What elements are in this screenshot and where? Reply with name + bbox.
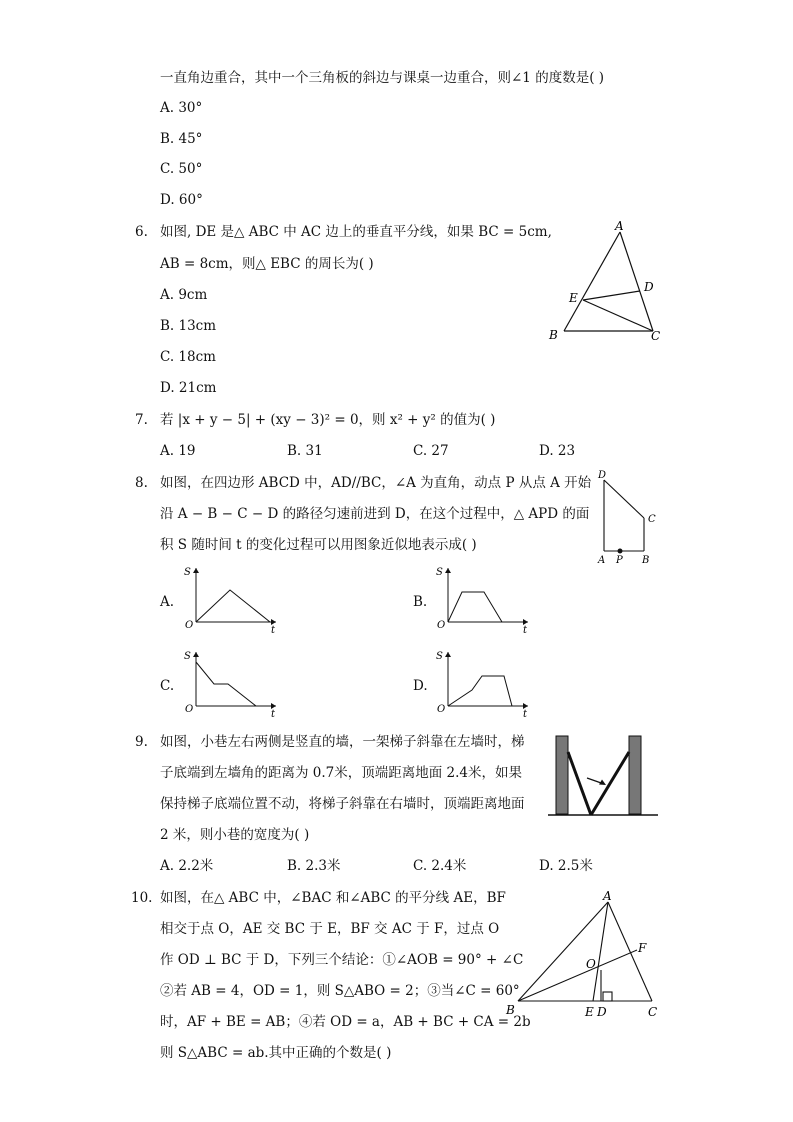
q8-graph-d[interactable] xyxy=(432,646,532,720)
q8-graph-d-o: O xyxy=(437,704,446,715)
q10-label-b: B xyxy=(506,1003,515,1017)
q10-stem-line3: 作 OD ⊥ BC 于 D，下列三个结论：①∠AOB = 90° + ∠C xyxy=(160,952,524,968)
q7-number: 7. xyxy=(135,412,148,428)
q8-graph-a-s: S xyxy=(184,567,191,578)
q6-triangle-figure xyxy=(540,218,670,348)
q8-option-a-letter[interactable]: A. xyxy=(160,594,175,610)
q8-graph-b-o: O xyxy=(437,620,446,631)
q6-label-b: B xyxy=(549,328,558,342)
q10-stem-line6: 则 S△ABC = ab.其中正确的个数是( ) xyxy=(160,1045,392,1061)
q8-stem-line3: 积 S 随时间 t 的变化过程可以用图象近似地表示成( ) xyxy=(160,537,477,553)
q8-point-p xyxy=(618,549,623,554)
q6-stem-line2: AB = 8cm，则△ EBC 的周长为( ) xyxy=(160,256,374,272)
q6-number: 6. xyxy=(135,224,148,240)
q8-graph-b[interactable] xyxy=(432,562,532,636)
q6-option-b[interactable]: B. 13cm xyxy=(160,318,217,334)
q9-ladder-left xyxy=(568,752,591,815)
q8-label-b: B xyxy=(642,555,650,566)
q9-option-b[interactable]: B. 2.3米 xyxy=(287,858,341,874)
q5-option-c[interactable]: C. 50° xyxy=(160,161,203,177)
q9-number: 9. xyxy=(135,734,148,750)
q8-graph-b-t: t xyxy=(523,625,528,636)
q9-stem-line2: 子底端到左墙角的距离为 0.7米，顶端距离地面 2.4米，如果 xyxy=(160,765,523,781)
q10-number: 10. xyxy=(131,890,153,906)
q6-stem-line1: 如图, DE 是△ ABC 中 AC 边上的垂直平分线，如果 BC = 5cm, xyxy=(160,224,552,240)
q8-label-c: C xyxy=(648,514,656,525)
q8-graph-b-s: S xyxy=(436,567,443,578)
q10-label-d: D xyxy=(597,1005,607,1019)
q6-label-c: C xyxy=(651,329,661,343)
q10-label-o: O xyxy=(586,957,596,971)
q9-stem-line3: 保持梯子底端位置不动，将梯子斜靠在右墙时，顶端距离地面 xyxy=(160,796,525,812)
q5-option-a[interactable]: A. 30° xyxy=(160,100,203,116)
q8-option-b-letter[interactable]: B. xyxy=(413,594,428,610)
q9-option-c[interactable]: C. 2.4米 xyxy=(413,858,467,874)
q8-option-c-letter[interactable]: C. xyxy=(160,678,175,694)
q9-stem-line1: 如图，小巷左右两侧是竖直的墙，一架梯子斜靠在左墙时，梯 xyxy=(160,734,525,750)
q10-label-e: E xyxy=(585,1005,594,1019)
q6-label-d: D xyxy=(644,280,654,294)
q10-stem-line2: 相交于点 O，AE 交 BC 于 E，BF 交 AC 于 F，过点 O xyxy=(160,921,500,937)
q7-stem: 若 |x + y − 5| + (xy − 3)² = 0，则 x² + y² 的值为( ) xyxy=(160,412,496,428)
q5-stem-tail: 一直角边重合，其中一个三角板的斜边与课桌一边重合，则∠1 的度数是( ) xyxy=(160,70,605,86)
q10-stem-line5: 时，AF + BE = AB；④若 OD = a，AB + BC + CA = 2b xyxy=(160,1014,531,1030)
q9-ladder-right xyxy=(591,752,629,815)
q8-graph-a-o: O xyxy=(185,620,194,631)
q8-graph-c-t: t xyxy=(271,709,276,720)
q8-option-d-letter[interactable]: D. xyxy=(413,678,428,694)
q8-graph-a[interactable] xyxy=(180,562,280,636)
q9-option-d[interactable]: D. 2.5米 xyxy=(539,858,593,874)
q9-stem-line4: 2 米，则小巷的宽度为( ) xyxy=(160,827,310,843)
q8-number: 8. xyxy=(135,475,148,491)
q6-option-a[interactable]: A. 9cm xyxy=(160,287,208,303)
q8-label-p: P xyxy=(616,555,623,566)
q8-stem-line2: 沿 A − B − C − D 的路径匀速前进到 D，在这个过程中，△ APD 的面 xyxy=(160,506,590,522)
q10-label-f: F xyxy=(638,941,647,955)
q8-graph-d-s: S xyxy=(436,651,443,662)
q7-option-b[interactable]: B. 31 xyxy=(287,443,323,459)
q6-option-c[interactable]: C. 18cm xyxy=(160,349,216,365)
q5-option-b[interactable]: B. 45° xyxy=(160,131,203,147)
q6-label-a: A xyxy=(615,219,624,233)
q10-triangle-figure xyxy=(500,888,670,1023)
q9-left-wall xyxy=(556,736,568,814)
q7-option-d[interactable]: D. 23 xyxy=(539,443,576,459)
q9-ladder-figure xyxy=(546,730,660,824)
q8-graph-c-o: O xyxy=(185,704,194,715)
q9-option-a[interactable]: A. 2.2米 xyxy=(160,858,214,874)
q8-graph-a-t: t xyxy=(271,625,276,636)
q10-label-a: A xyxy=(603,889,612,903)
q8-graph-c[interactable] xyxy=(180,646,280,720)
q8-stem-line1: 如图，在四边形 ABCD 中，AD//BC，∠A 为直角，动点 P 从点 A 开始 xyxy=(160,475,592,491)
q7-option-a[interactable]: A. 19 xyxy=(160,443,196,459)
q5-option-d[interactable]: D. 60° xyxy=(160,192,203,208)
q8-label-d: D xyxy=(598,470,607,481)
q8-graph-c-s: S xyxy=(184,651,191,662)
q6-option-d[interactable]: D. 21cm xyxy=(160,380,217,396)
q10-stem-line4: ②若 AB = 4，OD = 1，则 S△ABO = 2；③当∠C = 60° xyxy=(160,983,520,999)
q10-label-c: C xyxy=(648,1005,658,1019)
arrow-right-icon xyxy=(587,778,606,785)
q8-label-a: A xyxy=(598,555,606,566)
q6-label-e: E xyxy=(569,291,578,305)
q7-option-c[interactable]: C. 27 xyxy=(413,443,449,459)
q9-right-wall xyxy=(629,736,641,814)
q10-stem-line1: 如图，在△ ABC 中，∠BAC 和∠ABC 的平分线 AE，BF xyxy=(160,890,506,906)
q8-quadrilateral-figure xyxy=(592,470,664,570)
q8-graph-d-t: t xyxy=(523,709,528,720)
